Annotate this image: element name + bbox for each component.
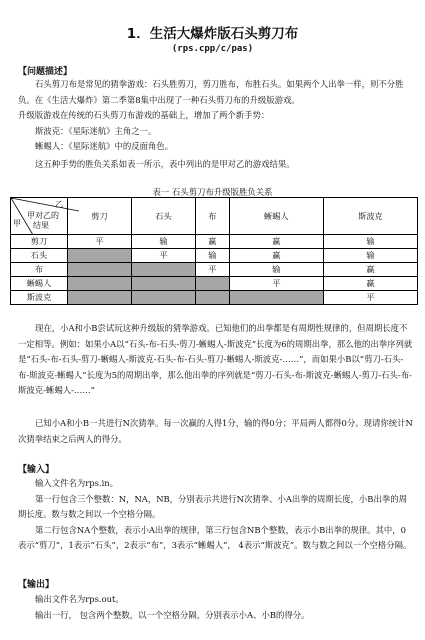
output-text xyxy=(18,592,413,623)
table-cell: 输 xyxy=(229,263,323,277)
table-cell: 平 xyxy=(323,291,417,305)
table-cell: 平 xyxy=(229,277,323,291)
table-row xyxy=(11,235,418,249)
input-paragraph: 第一行包含三个整数：N，NA，NB，分别表示共进行N次猜拳、小A出拳的周期长度，小B出拳的周期长度。数与数之间以一个空格分隔。 xyxy=(18,493,407,519)
input-paragraph: 第二行包含NA个整数，表示小A出拳的规律，第三行包含NB个整数，表示小B出拳的规律。其中，0表示“剪刀”，1表示“石头”，2表示“布”，3表示“蜥蜴人”， 4表示“斯波克”。数与数之间以一个空格分隔。 xyxy=(18,524,412,550)
table-cell-shaded xyxy=(229,291,323,305)
description-paragraph: 石头剪刀布是常见的猜拳游戏：石头胜剪刀，剪刀胜布，布胜石头。如果两个人出拳一样，则不分胜负。在《生活大爆炸》第二季第8集中出现了一种石头剪刀布的升级版游戏。 xyxy=(18,79,404,105)
corner-label-jia-dui: 甲对乙的 xyxy=(27,211,59,220)
row-header: 石头 xyxy=(11,249,68,263)
table-header-row xyxy=(11,198,418,235)
table-row xyxy=(11,263,418,277)
row-header: 剪刀 xyxy=(11,235,68,249)
column-header: 蜥蜴人 xyxy=(229,198,323,235)
table-cell: 赢 xyxy=(195,235,229,249)
table-cell: 平 xyxy=(195,263,229,277)
table-cell-shaded xyxy=(195,277,229,291)
row-header: 蜥蜴人 xyxy=(11,277,68,291)
column-header: 布 xyxy=(195,198,229,235)
column-header: 剪刀 xyxy=(68,198,132,235)
table-cell-shaded xyxy=(68,291,132,305)
section-heading-input: 【输入】 xyxy=(18,465,55,475)
table-cell: 输 xyxy=(323,249,417,263)
table-cell-shaded xyxy=(195,291,229,305)
output-paragraph: 输出文件名为rps.out。 xyxy=(35,594,124,604)
table-cell-shaded xyxy=(131,277,195,291)
table-cell: 平 xyxy=(68,235,132,249)
game-rules-text xyxy=(18,321,413,399)
corner-label-jia: 甲 xyxy=(13,219,21,228)
input-text xyxy=(18,476,413,554)
column-header: 斯波克 xyxy=(323,198,417,235)
table-cell: 输 xyxy=(195,249,229,263)
result-table xyxy=(10,197,418,305)
table-cell: 平 xyxy=(131,249,195,263)
scoring-text xyxy=(18,416,413,447)
table-row xyxy=(11,291,418,305)
table-cell: 输 xyxy=(131,235,195,249)
output-paragraph: 输出一行， 包含两个整数，以一个空格分隔，分别表示小A、小B的得分。 xyxy=(35,609,310,620)
description-paragraph: 斯波克：《星际迷航》主角之一。 xyxy=(35,125,157,136)
description-paragraph: 升级版游戏在传统的石头剪刀布游戏的基础上，增加了两个新手势： xyxy=(18,110,270,120)
description-paragraph: 蜥蜴人：《星际迷航》中的反面角色。 xyxy=(35,141,174,151)
input-paragraph: 输入文件名为rps.in。 xyxy=(35,478,119,488)
table-row xyxy=(11,249,418,263)
table-cell: 输 xyxy=(323,235,417,249)
table-cell-shaded xyxy=(131,291,195,305)
table-corner-cell xyxy=(11,198,68,235)
game-rules-paragraph: 现在，小A和小B尝试玩这种升级版的猜拳游戏。已知他们的出拳都是有周期性规律的，但周期长度不一定相等。例如：如果小A以“石头-布-石头-剪刀-蜥蜴人-斯波克”长度为6的周期出拳，那么他的出拳序列就是“石头-布-石头-剪刀-蜥蜴人-斯波克-石头-布-石头-剪刀-蜥蜴人-斯波克-……”，而如果小B以“剪刀-石头-布-斯波克-蜥蜴人”长度为5的周期出拳，那么他出拳的序列就是“剪刀-石头-布-斯波克-蜥蜴人-剪刀-石头-布-斯波克-蜥蜴人-……” xyxy=(18,323,413,395)
table-cell: 赢 xyxy=(323,277,417,291)
corner-label-result: 结果 xyxy=(33,221,49,230)
table-intro-text xyxy=(18,157,413,173)
description-text xyxy=(18,77,413,155)
corner-label-yi: 乙 xyxy=(55,200,63,209)
table-cell-shaded xyxy=(68,263,132,277)
table-cell: 赢 xyxy=(323,263,417,277)
problem-title: 1．生活大爆炸版石头剪刀布 xyxy=(126,26,299,42)
section-heading-description: 【问题描述】 xyxy=(18,67,73,77)
file-names: (rps.cpp/c/pas) xyxy=(171,44,254,54)
table-cell-shaded xyxy=(68,249,132,263)
section-heading-output: 【输出】 xyxy=(18,580,55,590)
table-cell: 赢 xyxy=(229,235,323,249)
table-intro-paragraph: 这五种手势的胜负关系如表一所示，表中列出的是甲对乙的游戏结果。 xyxy=(35,159,295,169)
table-caption: 表一 石头剪刀布升级版胜负关系 xyxy=(152,187,273,197)
table-cell-shaded xyxy=(68,277,132,291)
column-header: 石头 xyxy=(131,198,195,235)
table-cell-shaded xyxy=(131,263,195,277)
table-cell: 赢 xyxy=(229,249,323,263)
scoring-paragraph: 已知小A和小B一共进行N次猜拳。每一次赢的人得1分，输的得0分；平局两人都得0分。现请你统计N次猜拳结束之后两人的得分。 xyxy=(18,418,413,444)
table-row xyxy=(11,277,418,291)
row-header: 布 xyxy=(11,263,68,277)
row-header: 斯波克 xyxy=(11,291,68,305)
